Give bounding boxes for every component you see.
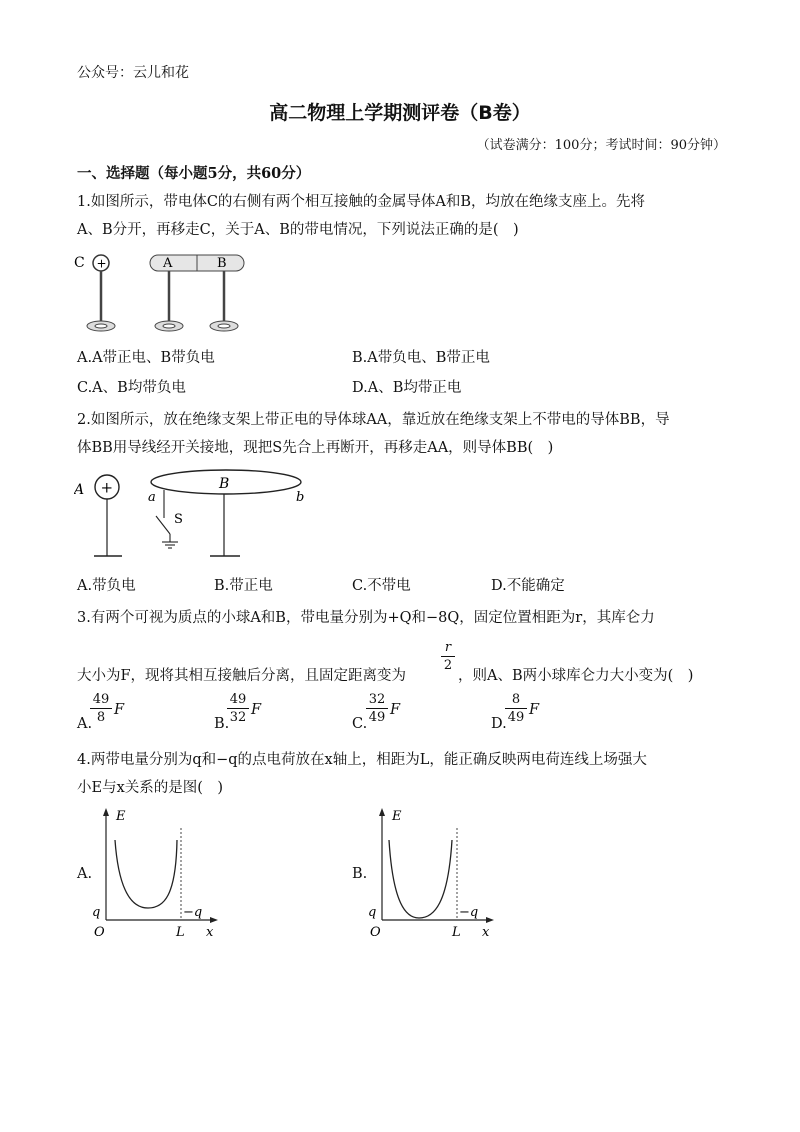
q1-option-d: D.A、B均带正电 <box>352 380 462 396</box>
question-3-line-1: 3.有两个可视为质点的小球A和B，带电量分别为+Q和−8Q，固定位置相距为r，其库仑力 <box>77 610 655 626</box>
question-3-line-2a: 大小为F，现将其相互接触后分离，且固定距离变为 <box>77 668 407 684</box>
q2-option-a: A.带负电 <box>77 578 136 594</box>
switch-label: S <box>174 512 183 527</box>
c-label: C <box>74 255 85 271</box>
q-right-label: −q <box>459 905 479 920</box>
q3-option-d-unit: F <box>529 702 540 718</box>
q-right-label: −q <box>183 905 203 920</box>
sphere-a-label: A <box>74 482 85 498</box>
q3-option-b-unit: F <box>251 702 262 718</box>
question-1-figure <box>74 250 264 338</box>
section-heading: 一、选择题（每小题5分，共60分） <box>77 165 311 182</box>
question-1-line-2: A、B分开，再移走C，关于A、B的带电情况，下列说法正确的是( ) <box>77 222 519 238</box>
y-axis-label: E <box>116 809 126 824</box>
question-1-line-1: 1.如图所示，带电体C的右侧有两个相互接触的金属导体A和B，均放在绝缘支座上。先将 <box>77 194 646 210</box>
l-label: L <box>452 925 461 940</box>
q3-option-d-label: D. <box>491 716 507 732</box>
a-label: A <box>163 256 173 271</box>
q3-option-c-unit: F <box>390 702 401 718</box>
sphere-sign: + <box>100 478 114 497</box>
exam-meta: （试卷满分：100分；考试时间：90分钟） <box>476 138 726 153</box>
q2-option-d: D.不能确定 <box>491 578 565 594</box>
q-left-label: q <box>92 905 101 920</box>
q3-option-b-fraction: 49 32 <box>227 692 249 725</box>
question-2-figure <box>74 468 314 562</box>
q2-option-c: C.不带电 <box>352 578 411 594</box>
q1-option-b: B.A带负电、B带正电 <box>352 350 490 366</box>
question-2-line-2: 体BB用导线经开关接地，现把S先合上再断开，再移走AA，则导体BB( ) <box>77 440 554 456</box>
q3-option-b-label: B. <box>214 716 230 732</box>
q4-graph-a <box>86 804 226 940</box>
y-axis-label: E <box>392 809 402 824</box>
q3-option-a-label: A. <box>77 716 93 732</box>
c-sign: + <box>96 256 107 271</box>
page-title: 高二物理上学期测评卷（B卷） <box>269 102 531 124</box>
q3-option-a-unit: F <box>114 702 125 718</box>
q4-option-b-label: B. <box>352 866 368 882</box>
q3-option-d-fraction: 8 49 <box>505 692 527 725</box>
question-4-line-2: 小E与x关系的是图( ) <box>77 780 224 796</box>
l-label: L <box>176 925 185 940</box>
distance-fraction: r 2 <box>441 640 455 673</box>
q4-option-a-label: A. <box>77 866 93 882</box>
conductor-b-label: B <box>219 476 230 492</box>
account-header: 公众号：云儿和花 <box>77 65 189 81</box>
q2-option-b: B.带正电 <box>214 578 273 594</box>
end-b-label: b <box>296 490 305 505</box>
question-4-line-1: 4.两带电量分别为q和−q的点电荷放在x轴上，相距为L，能正确反映两电荷连线上场强大 <box>77 752 647 768</box>
q-left-label: q <box>368 905 377 920</box>
x-axis-label: x <box>206 925 214 940</box>
b-label: B <box>217 256 227 271</box>
question-3-line-2b: ，则A、B两小球库仑力大小变为( ) <box>458 668 694 684</box>
q3-option-c-fraction: 32 49 <box>366 692 388 725</box>
end-a-label: a <box>148 490 156 505</box>
x-axis-label: x <box>482 925 490 940</box>
origin-label: O <box>94 925 105 940</box>
origin-label: O <box>370 925 381 940</box>
q3-option-a-fraction: 49 8 <box>90 692 112 725</box>
q1-option-a: A.A带正电、B带负电 <box>77 350 215 366</box>
q3-option-c-label: C. <box>352 716 368 732</box>
q1-option-c: C.A、B均带负电 <box>77 380 186 396</box>
question-2-line-1: 2.如图所示，放在绝缘支架上带正电的导体球AA，靠近放在绝缘支架上不带电的导体BB，导 <box>77 412 670 428</box>
q4-graph-b <box>362 804 502 940</box>
